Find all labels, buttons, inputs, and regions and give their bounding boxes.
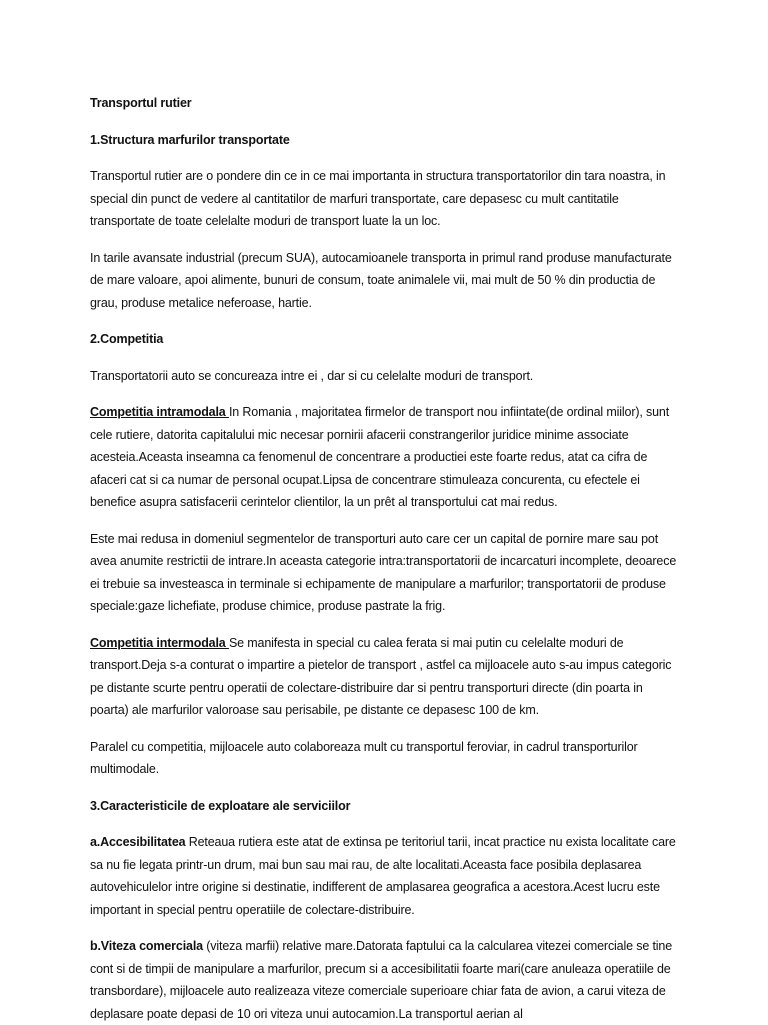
text-accesibilitate: Reteaua rutiera este atat de extinsa pe teritoriul tarii, incat practice nu exista localitate care sa nu fie legata printr-un drum, mai bun sau mai rau, de alte localitati.Aceasta face posibila deplasarea autovehiculelor intre origine si destinatie, indifferent de amplasarea geografica a acestora.Acest lucru este important in special pentru operatiile de colectare-distribuire. [90, 835, 676, 917]
paragraph-accesibilitate [90, 831, 678, 921]
document-title: Transportul rutier [90, 96, 192, 110]
term-accesibilitatea: a.Accesibilitatea [90, 835, 189, 849]
text-viteza-mid: (viteza marfii) relative mare. [202, 939, 356, 953]
heading-competitia: 2.Competitia [90, 332, 164, 346]
heading-caracteristici: 3.Caracteristicile de exploatare ale serviciilor [90, 798, 351, 813]
paragraph-viteza [90, 935, 678, 1025]
heading-structura: 1.Structura marfurilor transportate [90, 132, 290, 147]
paragraph-intermodala [90, 632, 678, 722]
paragraph-segmente: Este mai redusa in domeniul segmentelor de transporturi auto care cer un capital de pornire mare sau pot avea anumite restrictii de intrare.In aceasta categorie intra:transportatorii de incarcaturi incomplete, deoarece ei trebuie sa investeasca in terminale si echipamente de manipulare a marfurilor; transportatorii de produse speciale:gaze lichefiate, produse chimice, produse pastrate la frig. [90, 531, 677, 613]
paragraph-pondere: Transportul rutier are o pondere din ce in ce mai importanta in structura transportatorilor din tara noastra, in special din punct de vedere al cantitatilor de marfuri transportate, care depasesc cu mult cantitatile transportate de toate celelalte moduri de transport luate la un loc. [90, 169, 666, 228]
paragraph-concurenta: Transportatorii auto se concureaza intre ei , dar si cu celelalte moduri de transport. [90, 368, 534, 383]
term-intramodala: Competitia intramodala [90, 405, 229, 419]
text-intermodala: Se manifesta in special cu calea ferata si mai putin cu celelalte moduri de transport.Deja s-a conturat o impartire a pietelor de transport , astfel ca mijloacele auto s-au impus categoric pe distante scurte pentru operatii de colectare-distribuire dar si pentru transporturi directe (din poarta in poarta) ale marfurilor valoroase sau perisabile, pe distante ce depasesc 100 de km. [90, 635, 672, 717]
term-intermodala: Competitia intermodala [90, 635, 229, 650]
paragraph-tari-avansate: In tarile avansate industrial (precum SUA), autocamioanele transporta in primul rand produse manufacturate de mare valoare, apoi alimente, bunuri de consum, toate animalele vii, mai mult de 50 % din productia de grau, produse metalice neferoase, hartie. [90, 250, 672, 310]
text-intramodala: In Romania , majoritatea firmelor de transport nou infiintate(de ordinal miilor), sunt cele rutiere, datorita capitalului mic necesar pornirii afacerii constrangerilor juridice minime associate acesteia.Aceasta inseamna ca fenomenul de concentrare a productiei este foarte redus, atat ca cifra de afaceri cat si ca numar de personal ocupat.Lipsa de concentrare stimuleaza concurenta, cu efectele ei benefice asupra satisfacerii cerintelor clientilor, la un prêt al transportului cat mai redus. [90, 405, 670, 509]
term-viteza: b.Viteza comerciala [90, 939, 203, 953]
text-viteza: Datorata faptului ca la calcularea vitezei comerciale se tine cont si de timpii de manipulare a marfurilor, precum si a accesibilitatii foarte mari(care anuleaza operatiile de transbordare), mijloacele auto realizeaza viteze comerciale superioare chiar fata de avion, a carui viteza de deplasare poate depasi de 10 ori viteza unui autocamion.La transportul aerian al [90, 939, 672, 1021]
paragraph-intramodala [90, 401, 678, 514]
paragraph-multimodale: Paralel cu competitia, mijloacele auto colaboreaza mult cu transportul feroviar, in cadrul transporturilor multimodale. [90, 739, 638, 776]
